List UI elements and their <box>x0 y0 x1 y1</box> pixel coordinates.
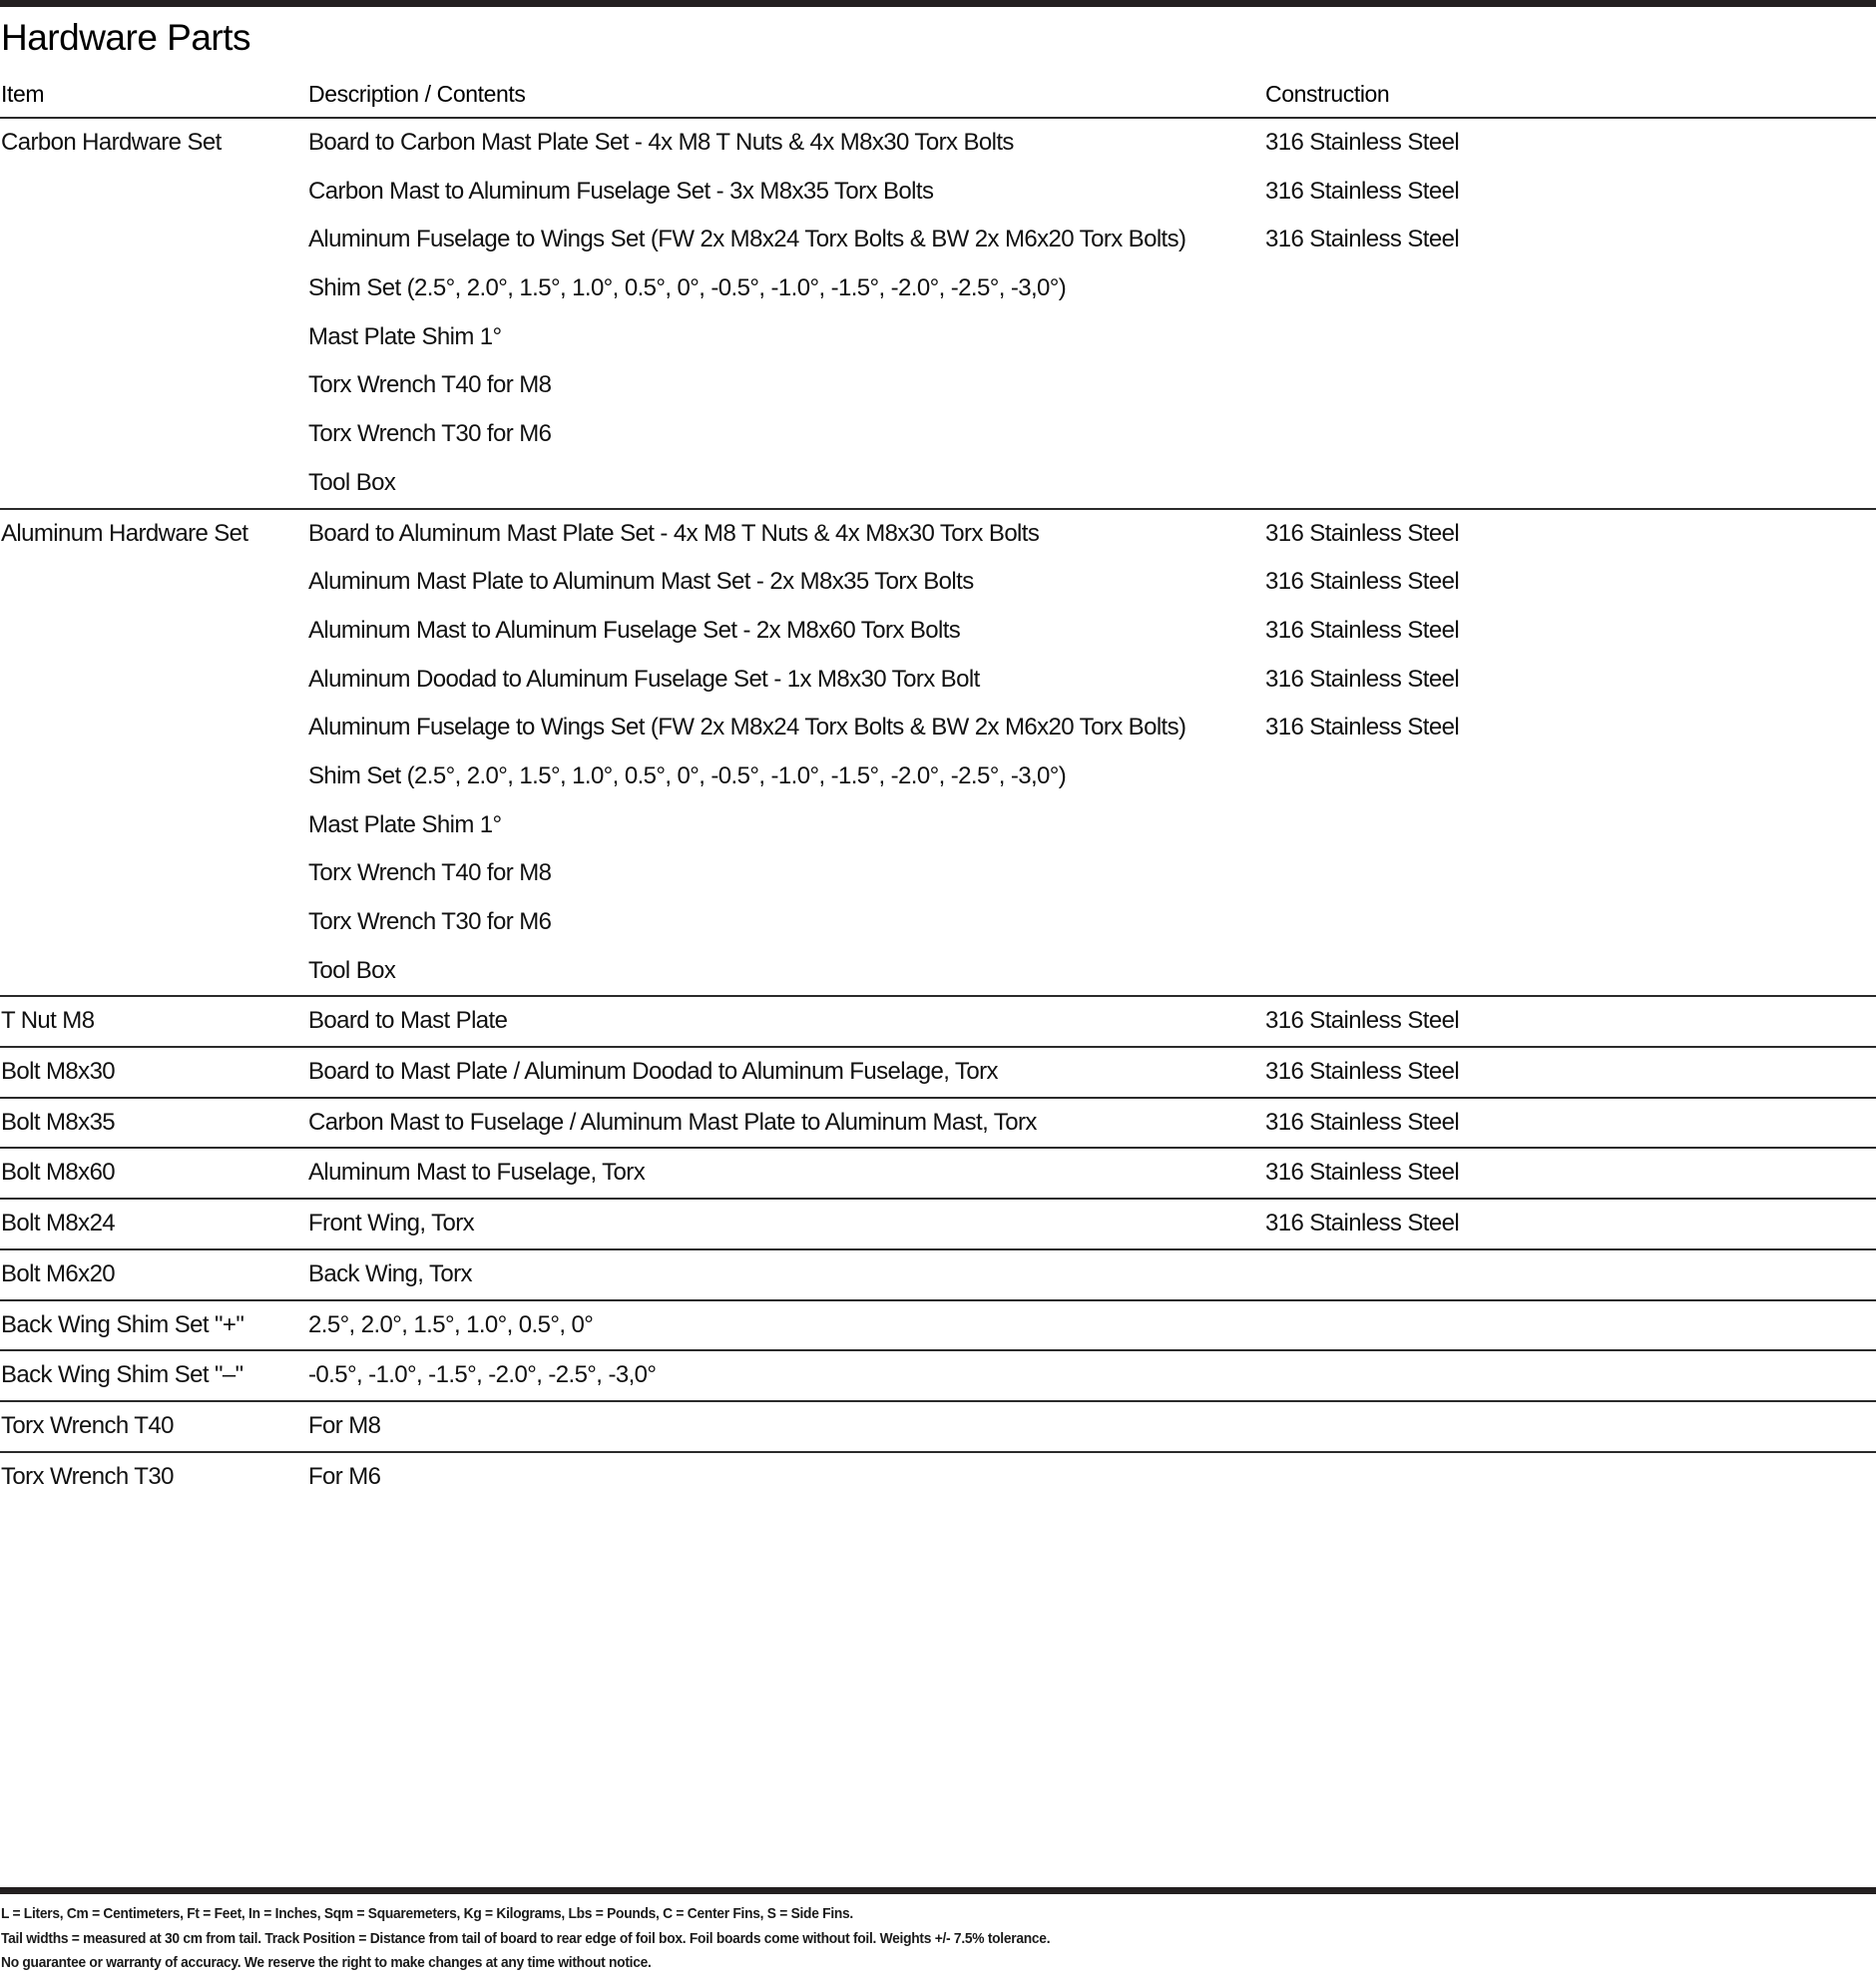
table-row <box>0 410 1876 459</box>
cell-item: Bolt M8x60 <box>1 1159 116 1187</box>
footer-note-abbreviations: L = Liters, Cm = Centimeters, Ft = Feet, In = Inches, Sqm = Squaremeters, Kg = Kilograms, Lbs = Pounds, C = Center Fins, S = Side Fins. <box>1 1905 854 1922</box>
table-row <box>0 656 1876 705</box>
table-row <box>0 264 1876 313</box>
cell-construction: 316 Stainless Steel <box>1265 226 1460 253</box>
footer-note-measurements: Tail widths = measured at 30 cm from tail. Track Position = Distance from tail of board to rear edge of foil box. Foil boards come without foil. Weights +/- 7.5% tolerance. <box>1 1929 1051 1947</box>
top-rule-bar <box>0 0 1876 7</box>
table-row <box>0 1099 1876 1148</box>
table-row <box>0 752 1876 801</box>
table-group <box>0 1301 1876 1352</box>
cell-description: Mast Plate Shim 1° <box>308 810 502 838</box>
cell-description: For M6 <box>308 1462 381 1490</box>
cell-description: Aluminum Doodad to Aluminum Fuselage Set - 1x M8x30 Torx Bolt <box>308 665 980 693</box>
table-row <box>0 558 1876 607</box>
cell-description: Torx Wrench T30 for M6 <box>308 908 552 935</box>
cell-description: Board to Mast Plate / Aluminum Doodad to Aluminum Fuselage, Torx <box>308 1058 998 1086</box>
table-row <box>0 607 1876 656</box>
table-group <box>0 1250 1876 1301</box>
cell-description: 2.5°, 2.0°, 1.5°, 1.0°, 0.5°, 0° <box>308 1310 594 1338</box>
table-row <box>0 1453 1876 1502</box>
hardware-parts-table <box>0 71 1876 1501</box>
table-row <box>0 849 1876 898</box>
cell-item: Torx Wrench T30 <box>1 1462 174 1490</box>
cell-description: Shim Set (2.5°, 2.0°, 1.5°, 1.0°, 0.5°, 0°, -0.5°, -1.0°, -1.5°, -2.0°, -2.5°, -3,0°) <box>308 761 1067 789</box>
cell-description: Aluminum Fuselage to Wings Set (FW 2x M8x24 Torx Bolts & BW 2x M6x20 Torx Bolts) <box>308 714 1186 741</box>
table-group <box>0 1048 1876 1099</box>
cell-item: Back Wing Shim Set "+" <box>1 1310 244 1338</box>
table-row <box>0 510 1876 559</box>
cell-construction: 316 Stainless Steel <box>1265 665 1460 693</box>
table-group <box>0 119 1876 510</box>
table-row <box>0 947 1876 996</box>
cell-description: Board to Carbon Mast Plate Set - 4x M8 T Nuts & 4x M8x30 Torx Bolts <box>308 129 1014 156</box>
cell-description: Back Wing, Torx <box>308 1259 472 1287</box>
cell-construction: 316 Stainless Steel <box>1265 129 1460 156</box>
cell-description: Tool Box <box>308 956 396 984</box>
cell-item: Bolt M8x30 <box>1 1058 116 1086</box>
cell-item: Bolt M8x35 <box>1 1108 116 1136</box>
cell-description: Torx Wrench T30 for M6 <box>308 420 552 448</box>
cell-construction: 316 Stainless Steel <box>1265 1108 1460 1136</box>
footer-note-disclaimer: No guarantee or warranty of accuracy. We reserve the right to make changes at any time without notice. <box>1 1954 652 1971</box>
column-header-description: Description / Contents <box>308 81 526 107</box>
cell-item: Carbon Hardware Set <box>1 129 222 156</box>
cell-item: Bolt M6x20 <box>1 1259 116 1287</box>
table-row <box>0 1250 1876 1299</box>
cell-item: Torx Wrench T40 <box>1 1411 174 1439</box>
table-row <box>0 1402 1876 1451</box>
table-row <box>0 1351 1876 1400</box>
column-header-construction: Construction <box>1265 81 1390 107</box>
cell-description: Aluminum Mast Plate to Aluminum Mast Set - 2x M8x35 Torx Bolts <box>308 568 974 596</box>
table-group <box>0 1402 1876 1453</box>
table-row <box>0 1048 1876 1097</box>
footer-rule-bar <box>0 1887 1876 1894</box>
table-group <box>0 1200 1876 1250</box>
cell-construction: 316 Stainless Steel <box>1265 1058 1460 1086</box>
cell-description: Mast Plate Shim 1° <box>308 322 502 350</box>
table-group <box>0 510 1876 998</box>
cell-description: Torx Wrench T40 for M8 <box>308 371 552 399</box>
cell-construction: 316 Stainless Steel <box>1265 568 1460 596</box>
table-row <box>0 1301 1876 1350</box>
table-row <box>0 119 1876 168</box>
table-row <box>0 704 1876 752</box>
table-group <box>0 1351 1876 1402</box>
cell-description: Tool Box <box>308 468 396 496</box>
cell-item: Back Wing Shim Set "–" <box>1 1361 243 1389</box>
table-row <box>0 168 1876 217</box>
table-row <box>0 1200 1876 1248</box>
cell-description: Board to Aluminum Mast Plate Set - 4x M8 T Nuts & 4x M8x30 Torx Bolts <box>308 519 1040 547</box>
table-group <box>0 1149 1876 1200</box>
cell-item: Bolt M8x24 <box>1 1210 116 1237</box>
cell-construction: 316 Stainless Steel <box>1265 177 1460 205</box>
table-header <box>0 71 1876 119</box>
table-group <box>0 1099 1876 1150</box>
table-row <box>0 801 1876 850</box>
table-body <box>0 119 1876 1501</box>
cell-description: Shim Set (2.5°, 2.0°, 1.5°, 1.0°, 0.5°, 0°, -0.5°, -1.0°, -1.5°, -2.0°, -2.5°, -3,0°) <box>308 274 1067 302</box>
table-group <box>0 1453 1876 1502</box>
table-row <box>0 997 1876 1046</box>
cell-description: Torx Wrench T40 for M8 <box>308 859 552 887</box>
table-row <box>0 216 1876 264</box>
table-row <box>0 361 1876 410</box>
cell-description: -0.5°, -1.0°, -1.5°, -2.0°, -2.5°, -3,0° <box>308 1361 657 1389</box>
cell-construction: 316 Stainless Steel <box>1265 616 1460 644</box>
page-title: Hardware Parts <box>1 17 251 58</box>
cell-description: For M8 <box>308 1411 381 1439</box>
cell-construction: 316 Stainless Steel <box>1265 1159 1460 1187</box>
cell-description: Front Wing, Torx <box>308 1210 475 1237</box>
table-row <box>0 898 1876 947</box>
cell-item: Aluminum Hardware Set <box>1 519 248 547</box>
cell-description: Board to Mast Plate <box>308 1007 508 1035</box>
cell-item: T Nut M8 <box>1 1007 95 1035</box>
cell-construction: 316 Stainless Steel <box>1265 714 1460 741</box>
table-row <box>0 1149 1876 1198</box>
table-row <box>0 459 1876 508</box>
table-group <box>0 997 1876 1048</box>
cell-description: Carbon Mast to Aluminum Fuselage Set - 3x M8x35 Torx Bolts <box>308 177 934 205</box>
cell-construction: 316 Stainless Steel <box>1265 1210 1460 1237</box>
cell-description: Carbon Mast to Fuselage / Aluminum Mast Plate to Aluminum Mast, Torx <box>308 1108 1037 1136</box>
cell-description: Aluminum Mast to Fuselage, Torx <box>308 1159 646 1187</box>
footer-notes <box>1 1902 1050 1976</box>
cell-construction: 316 Stainless Steel <box>1265 519 1460 547</box>
column-header-item: Item <box>1 81 45 107</box>
cell-description: Aluminum Mast to Aluminum Fuselage Set - 2x M8x60 Torx Bolts <box>308 616 961 644</box>
table-row <box>0 313 1876 362</box>
cell-construction: 316 Stainless Steel <box>1265 1007 1460 1035</box>
cell-description: Aluminum Fuselage to Wings Set (FW 2x M8x24 Torx Bolts & BW 2x M6x20 Torx Bolts) <box>308 226 1186 253</box>
